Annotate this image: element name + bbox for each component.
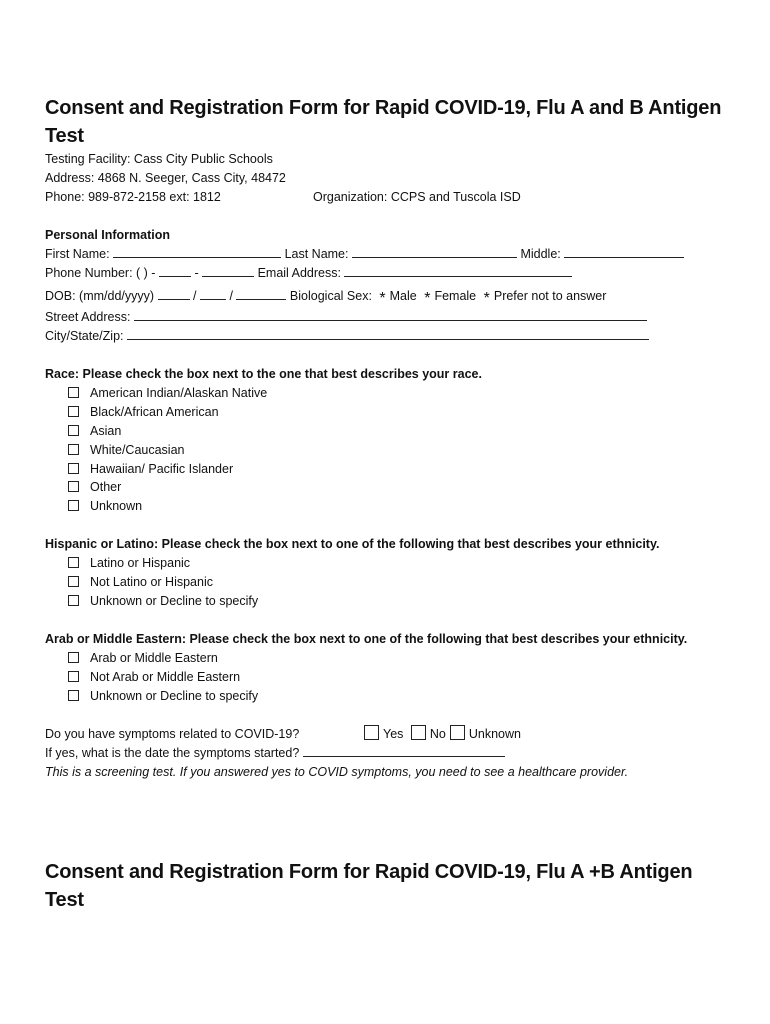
symptoms-date-label: If yes, what is the date the symptoms started?	[45, 746, 300, 760]
arab-option[interactable]: Unknown or Decline to specify	[68, 687, 258, 706]
hispanic-heading: Hispanic or Latino: Please check the box next to one of the following that best describes your ethnicity.	[45, 537, 660, 551]
race-option[interactable]: Other	[68, 478, 121, 497]
phone-email-row	[45, 264, 572, 283]
city-state-zip-label: City/State/Zip:	[45, 329, 124, 343]
city-state-zip-field[interactable]	[127, 328, 649, 340]
checkbox-icon[interactable]	[68, 690, 79, 701]
last-name-field[interactable]	[352, 246, 517, 258]
arab-option[interactable]: Not Arab or Middle Eastern	[68, 668, 240, 687]
organization: Organization: CCPS and Tuscola ISD	[313, 190, 521, 204]
symptoms-yes-label: Yes	[383, 727, 404, 741]
checkbox-icon[interactable]	[68, 595, 79, 606]
asterisk-bullet-icon[interactable]: *	[379, 290, 386, 307]
asterisk-bullet-icon[interactable]: *	[424, 290, 431, 307]
first-name-field[interactable]	[113, 246, 281, 258]
dob-day-field[interactable]	[200, 288, 226, 300]
checkbox-icon[interactable]	[68, 425, 79, 436]
checkbox-icon[interactable]	[68, 652, 79, 663]
hispanic-option[interactable]: Unknown or Decline to specify	[68, 592, 258, 611]
middle-label: Middle:	[520, 247, 561, 261]
race-option[interactable]: Unknown	[68, 497, 142, 516]
race-option[interactable]: American Indian/Alaskan Native	[68, 384, 267, 403]
biological-sex-label: Biological Sex:	[289, 289, 372, 303]
facility-address: Address: 4868 N. Seeger, Cass City, 48472	[45, 171, 286, 185]
phone-dash: -	[194, 266, 199, 280]
sex-option-male[interactable]: Male	[389, 289, 417, 303]
checkbox-icon[interactable]	[68, 576, 79, 587]
checkbox-icon[interactable]	[68, 481, 79, 492]
phone-prefix-field[interactable]	[159, 265, 191, 277]
phone-number-label: Phone Number: ( ) -	[45, 266, 156, 280]
form-title-repeat: Consent and Registration Form for Rapid COVID-19, Flu A +B Antigen Test	[45, 861, 693, 911]
symptoms-options	[360, 725, 521, 744]
middle-name-field[interactable]	[564, 246, 684, 258]
arab-heading: Arab or Middle Eastern: Please check the box next to one of the following that best describes your ethnicity.	[45, 632, 688, 646]
checkbox-icon[interactable]	[68, 444, 79, 455]
street-address-label: Street Address:	[45, 310, 131, 324]
race-option[interactable]: Hawaiian/ Pacific Islander	[68, 460, 233, 479]
checkbox-icon[interactable]	[68, 387, 79, 398]
hispanic-option[interactable]: Latino or Hispanic	[68, 554, 190, 573]
dob-sex-row	[45, 287, 606, 308]
city-row	[45, 327, 649, 346]
checkbox-icon[interactable]	[68, 557, 79, 568]
checkbox-icon[interactable]	[68, 463, 79, 474]
hispanic-option[interactable]: Not Latino or Hispanic	[68, 573, 213, 592]
symptoms-date-field[interactable]	[303, 745, 505, 757]
checkbox-icon[interactable]	[450, 725, 465, 740]
race-heading: Race: Please check the box next to the one that best describes your race.	[45, 367, 482, 381]
race-option[interactable]: White/Caucasian	[68, 441, 185, 460]
dob-separator: /	[193, 289, 197, 303]
asterisk-bullet-icon[interactable]: *	[483, 290, 490, 307]
personal-info-heading: Personal Information	[45, 228, 171, 242]
sex-option-female[interactable]: Female	[434, 289, 477, 303]
dob-label: DOB: (mm/dd/yyyy)	[45, 289, 155, 303]
email-label: Email Address:	[257, 266, 341, 280]
street-row	[45, 308, 647, 327]
symptoms-no-label: No	[429, 727, 446, 741]
form-title: Consent and Registration Form for Rapid COVID-19, Flu A and B Antigen Test	[45, 97, 722, 147]
screening-note: This is a screening test. If you answered yes to COVID symptoms, you need to see a healthcare provider.	[45, 765, 629, 779]
race-option[interactable]: Black/African American	[68, 403, 219, 422]
checkbox-icon[interactable]	[68, 406, 79, 417]
testing-facility: Testing Facility: Cass City Public Schools	[45, 152, 273, 166]
last-name-label: Last Name:	[284, 247, 349, 261]
street-address-field[interactable]	[134, 309, 647, 321]
dob-year-field[interactable]	[236, 288, 286, 300]
race-option[interactable]: Asian	[68, 422, 121, 441]
symptoms-date-row	[45, 744, 505, 763]
phone-line-field[interactable]	[202, 265, 254, 277]
email-field[interactable]	[344, 265, 572, 277]
dob-month-field[interactable]	[158, 288, 190, 300]
checkbox-icon[interactable]	[68, 500, 79, 511]
checkbox-icon[interactable]	[411, 725, 426, 740]
symptoms-question: Do you have symptoms related to COVID-19?	[45, 727, 300, 741]
first-name-label: First Name:	[45, 247, 110, 261]
arab-option[interactable]: Arab or Middle Eastern	[68, 649, 218, 668]
facility-phone: Phone: 989-872-2158 ext: 1812	[45, 190, 221, 204]
name-row	[45, 245, 684, 264]
checkbox-icon[interactable]	[364, 725, 379, 740]
sex-option-prefer-not[interactable]: Prefer not to answer	[493, 289, 607, 303]
dob-separator: /	[229, 289, 233, 303]
symptoms-unknown-label: Unknown	[468, 727, 521, 741]
checkbox-icon[interactable]	[68, 671, 79, 682]
